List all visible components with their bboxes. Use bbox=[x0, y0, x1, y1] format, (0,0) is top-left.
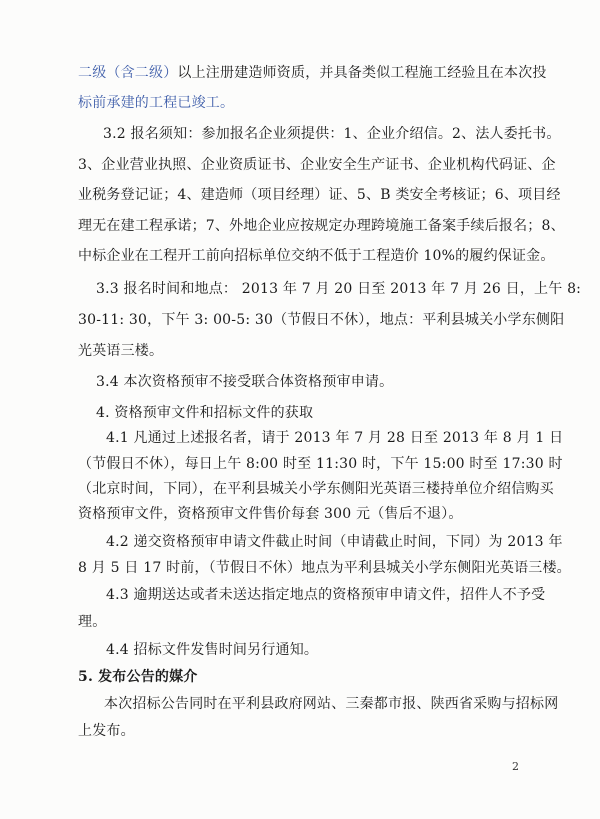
text-line: 4.4 招标文件发售时间另行通知。 bbox=[106, 642, 319, 658]
text-line: 3.3 报名时间和地点： 2013 年 7 月 20 日至 2013 年 7 月 26 日，上午 8: bbox=[96, 281, 582, 297]
section-heading: 5. 发布公告的媒介 bbox=[78, 669, 198, 685]
text-line: 8 月 5 日 17 时前，（节假日不休）地点为平利县城关小学东侧阳光英语三楼。 bbox=[78, 560, 571, 576]
text-line: 上发布。 bbox=[78, 723, 135, 739]
text-line: （节假日不休），每日上午 8:00 时至 11:30 时，下午 15:00 时至 17:30 时 bbox=[78, 456, 563, 472]
text-line: 本次招标公告同时在平利县政府网站、三秦都市报、陕西省采购与招标网 bbox=[104, 696, 559, 712]
text-line bbox=[78, 63, 547, 83]
text-line: （北京时间，下同），在平利县城关小学东侧阳光英语三楼持单位介绍信购买 bbox=[78, 481, 554, 497]
body-text: 以上注册建造师资质，并具备类似工程施工经验且在本次投 bbox=[177, 65, 547, 81]
text-line: 3.2 报名须知：参加报名企业须提供：1、企业介绍信。2、法人委托书。 bbox=[103, 126, 561, 142]
text-line: 4.3 逾期送达或者未送达指定地点的资格预审申请文件，招件人不予受 bbox=[106, 587, 546, 603]
text-line: 30-11: 30，下午 3: 00-5: 30（节假日不休），地点：平利县城关小学东侧阳 bbox=[78, 312, 565, 328]
highlighted-text: 标前承建的工程已竣工。 bbox=[78, 95, 235, 111]
text-line: 理。 bbox=[78, 614, 107, 630]
text-line: 3.4 本次资格预审不接受联合体资格预审申请。 bbox=[96, 374, 394, 390]
text-line: 4.1 凡通过上述报名者，请于 2013 年 7 月 28 日至 2013 年 8 月 1 日 bbox=[106, 430, 564, 446]
text-line: 3、企业营业执照、企业资质证书、企业安全生产证书、企业机构代码证、企 bbox=[78, 157, 556, 173]
text-line: 业税务登记证；4、建造师（项目经理）证、5、B 类安全考核证；6、项目经 bbox=[78, 187, 561, 203]
text-line: 资格预审文件，资格预审文件售价每套 300 元（售后不退）。 bbox=[78, 506, 463, 522]
page-number: 2 bbox=[512, 760, 519, 773]
highlighted-text: 二级（含二级） bbox=[78, 65, 178, 81]
text-line: 理无在建工程承诺；7、外地企业应按规定办理跨境施工备案手续后报名；8、 bbox=[78, 218, 565, 234]
section-heading: 4. 资格预审文件和招标文件的获取 bbox=[96, 405, 314, 421]
text-line: 4.2 递交资格预审申请文件截止时间（申请截止时间，下同）为 2013 年 bbox=[106, 534, 563, 550]
text-line: 光英语三楼。 bbox=[78, 343, 164, 359]
text-line bbox=[78, 93, 234, 113]
text-line: 中标企业在工程开工前向招标单位交纳不低于工程造价 10%的履约保证金。 bbox=[78, 248, 555, 264]
